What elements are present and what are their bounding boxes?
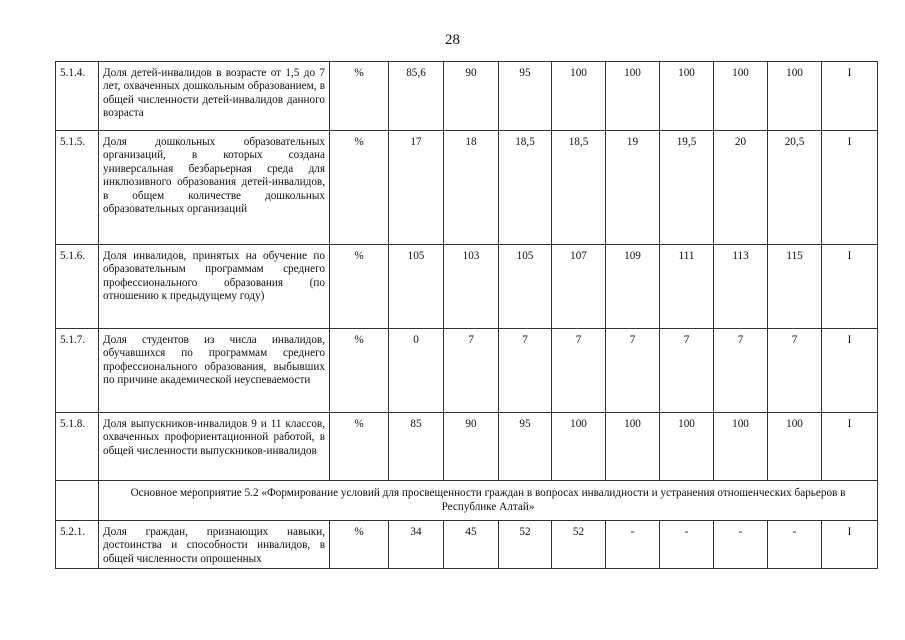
category-cell: I [822, 329, 878, 413]
value-cell: 100 [606, 413, 660, 481]
value-cell: 115 [768, 245, 822, 329]
value-cell: 100 [552, 413, 606, 481]
row-number: 5.1.4. [56, 62, 99, 131]
value-cell: 100 [552, 62, 606, 131]
value-cell: - [768, 521, 822, 569]
row-number: 5.2.1. [56, 521, 99, 569]
value-cell: 7 [768, 329, 822, 413]
value-cell: 105 [499, 245, 552, 329]
category-cell: I [822, 521, 878, 569]
section-spacer [56, 481, 99, 521]
value-cell: 109 [606, 245, 660, 329]
value-cell: 100 [768, 413, 822, 481]
value-cell: 0 [389, 329, 444, 413]
value-cell: 85 [389, 413, 444, 481]
indicator-name: Доля граждан, признающих навыки, достоинства и способности инвалидов, в общей численности опрошенных [99, 521, 330, 569]
value-cell: 90 [444, 413, 499, 481]
table-row [56, 329, 878, 413]
value-cell: 34 [389, 521, 444, 569]
table-row [56, 245, 878, 329]
indicator-name: Доля выпускников-инвалидов 9 и 11 классов, охваченных профориентационной работой, в общей численности выпускников-инвалидов [99, 413, 330, 481]
value-cell: 7 [714, 329, 768, 413]
row-number: 5.1.5. [56, 131, 99, 245]
value-cell: 100 [660, 62, 714, 131]
unit-cell: % [330, 413, 389, 481]
value-cell: - [660, 521, 714, 569]
value-cell: 7 [606, 329, 660, 413]
value-cell: 17 [389, 131, 444, 245]
table-row [56, 62, 878, 131]
value-cell: 20 [714, 131, 768, 245]
value-cell: 52 [499, 521, 552, 569]
row-number: 5.1.7. [56, 329, 99, 413]
row-number: 5.1.6. [56, 245, 99, 329]
value-cell: 95 [499, 62, 552, 131]
value-cell: 18,5 [499, 131, 552, 245]
unit-cell: % [330, 245, 389, 329]
value-cell: 18,5 [552, 131, 606, 245]
table-row [56, 521, 878, 569]
section-heading: Основное мероприятие 5.2 «Формирование условий для просвещенности граждан в вопросах инвалидности и устранения отношенческих барьеров в Республике Алтай» [99, 481, 878, 521]
value-cell: 19,5 [660, 131, 714, 245]
indicator-name: Доля студентов из числа инвалидов, обучавшихся по программам среднего профессионального образования, выбывших по причине академической неуспеваемости [99, 329, 330, 413]
category-cell: I [822, 413, 878, 481]
indicator-name: Доля инвалидов, принятых на обучение по образовательным программам среднего профессионального образования (по отношению к предыдущему году) [99, 245, 330, 329]
indicator-name: Доля детей-инвалидов в возрасте от 1,5 до 7 лет, охваченных дошкольным образованием, в общей численности детей-инвалидов данного возраста [99, 62, 330, 131]
value-cell: 7 [552, 329, 606, 413]
value-cell: 113 [714, 245, 768, 329]
value-cell: 7 [499, 329, 552, 413]
unit-cell: % [330, 62, 389, 131]
value-cell: 7 [660, 329, 714, 413]
value-cell: - [606, 521, 660, 569]
value-cell: 100 [768, 62, 822, 131]
category-cell: I [822, 131, 878, 245]
row-number: 5.1.8. [56, 413, 99, 481]
value-cell: 105 [389, 245, 444, 329]
value-cell: 100 [606, 62, 660, 131]
page-number: 28 [445, 32, 460, 48]
category-cell: I [822, 62, 878, 131]
value-cell: 20,5 [768, 131, 822, 245]
value-cell: 103 [444, 245, 499, 329]
table-row [56, 131, 878, 245]
value-cell: 100 [714, 62, 768, 131]
value-cell: 19 [606, 131, 660, 245]
value-cell: 45 [444, 521, 499, 569]
value-cell: 111 [660, 245, 714, 329]
unit-cell: % [330, 329, 389, 413]
indicators-table [55, 61, 878, 569]
value-cell: 95 [499, 413, 552, 481]
unit-cell: % [330, 131, 389, 245]
unit-cell: % [330, 521, 389, 569]
section-row [56, 481, 878, 521]
value-cell: 100 [714, 413, 768, 481]
category-cell: I [822, 245, 878, 329]
value-cell: 52 [552, 521, 606, 569]
value-cell: 18 [444, 131, 499, 245]
value-cell: 7 [444, 329, 499, 413]
value-cell: 90 [444, 62, 499, 131]
value-cell: 107 [552, 245, 606, 329]
value-cell: 100 [660, 413, 714, 481]
table-row [56, 413, 878, 481]
value-cell: 85,6 [389, 62, 444, 131]
value-cell: - [714, 521, 768, 569]
indicator-name: Доля дошкольных образовательных организаций, в которых создана универсальная безбарьерная среда для инклюзивного образования детей-инвалидов, в общем количестве дошкольных образовательных организаций [99, 131, 330, 245]
